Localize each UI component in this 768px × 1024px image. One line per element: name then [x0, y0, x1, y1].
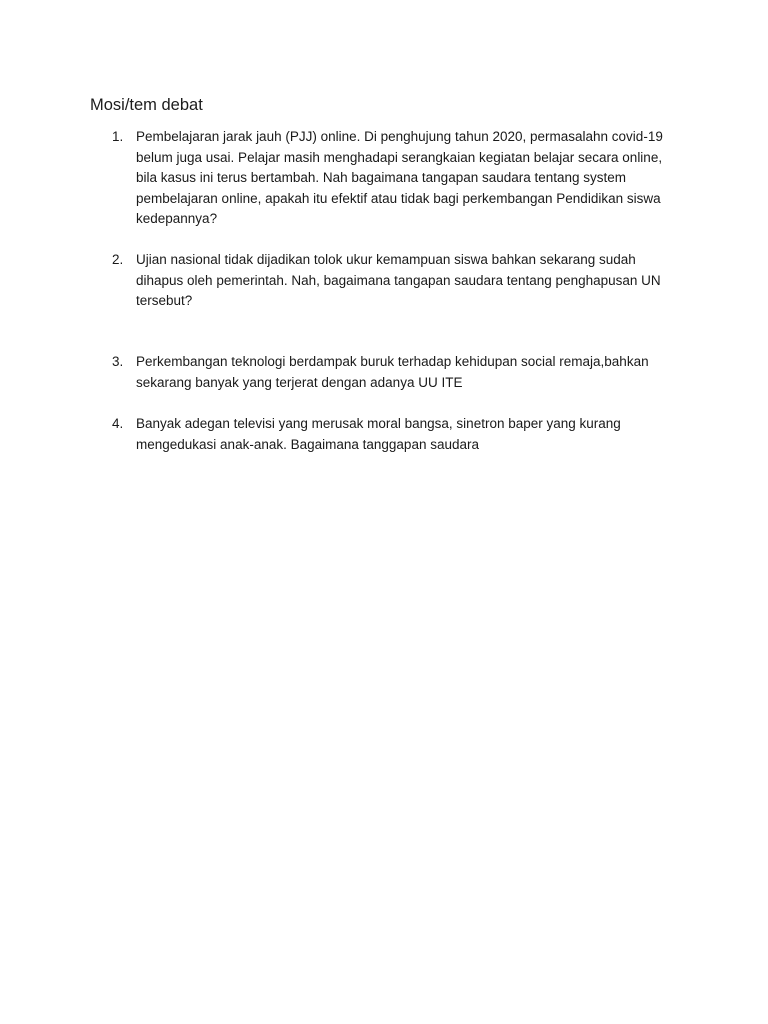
list-item-text: Ujian nasional tidak dijadikan tolok ukur kemampuan siswa bahkan sekarang sudah dihapus oleh pemerintah. Nah, bagaimana tangapan saudara tentang penghapusan UN tersebut?	[136, 252, 661, 308]
document-title: Mosi/tem debat	[90, 96, 203, 114]
list-item-number: 3.	[112, 354, 124, 369]
list-item-number: 2.	[112, 252, 124, 267]
list-item-number: 4.	[112, 416, 124, 431]
list-item-text: Perkembangan teknologi berdampak buruk terhadap kehidupan social remaja,bahkan sekarang banyak yang terjerat dengan adanya UU ITE	[136, 354, 649, 390]
list-item-number: 1.	[112, 129, 124, 144]
list-item-text: Pembelajaran jarak jauh (PJJ) online. Di penghujung tahun 2020, permasalahn covid-19 belum juga usai. Pelajar masih menghadapi serangkaian kegiatan belajar secara online, bila kasus ini terus bertambah. Nah bagaimana tangapan saudara tentang system pembelajaran online, apakah itu efektif atau tidak bagi perkembangan Pendidikan siswa kedepannya?	[136, 129, 663, 226]
list-item-text: Banyak adegan televisi yang merusak moral bangsa, sinetron baper yang kurang mengedukasi anak-anak. Bagaimana tanggapan saudara	[136, 416, 621, 452]
